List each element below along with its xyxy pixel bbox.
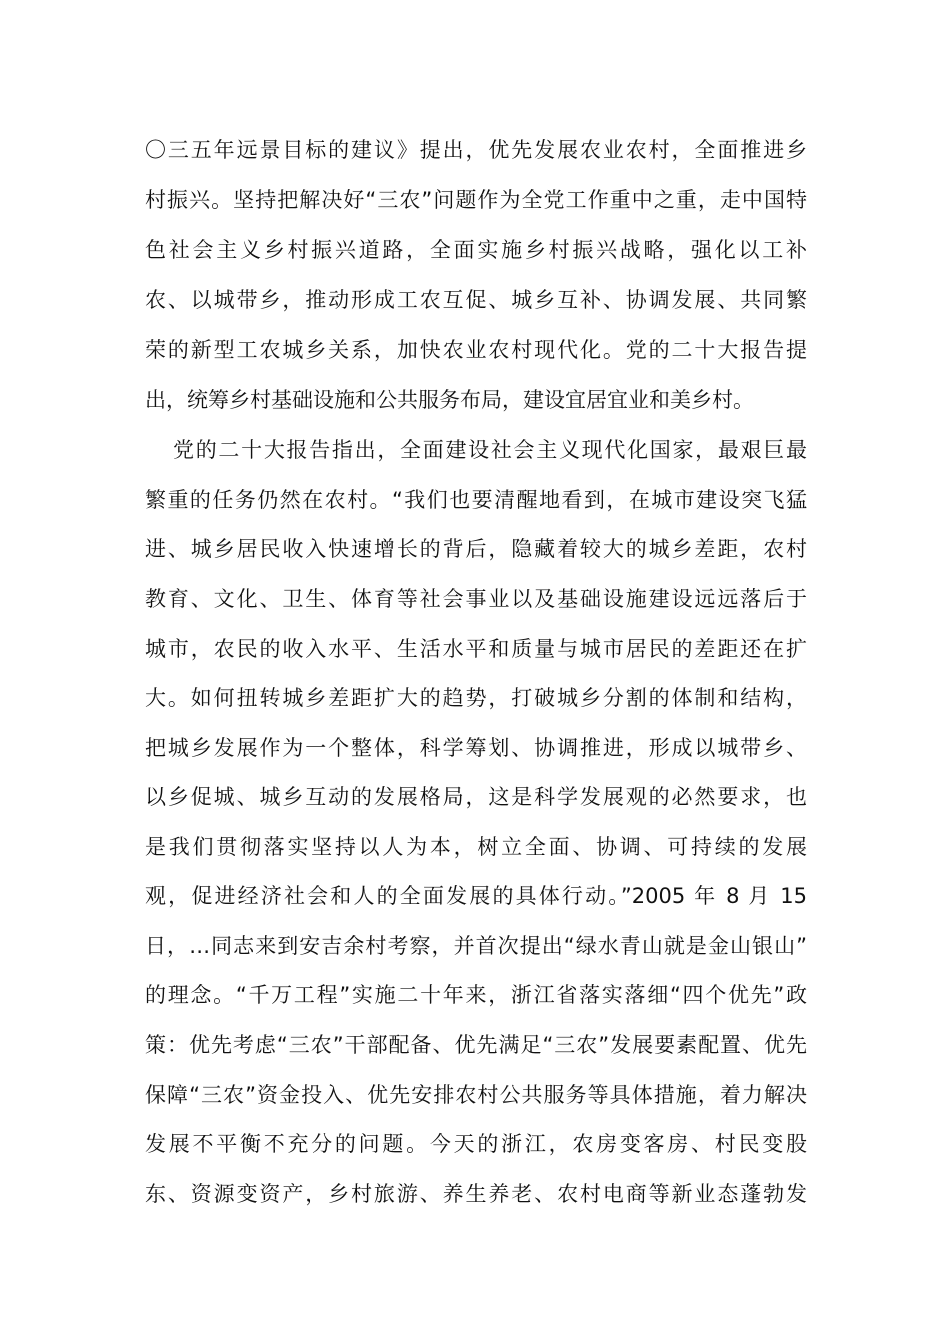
text-line: 大。如何扭转城乡差距扩大的趋势，打破城乡分割的体制和结构，: [145, 686, 807, 710]
text-line: 观，促进经济社会和人的全面发展的具体行动。”2005 年 8 月 15: [145, 884, 807, 908]
text-line: 村振兴。坚持把解决好“三农”问题作为全党工作重中之重，走中国特: [145, 188, 807, 212]
text-line: 荣的新型工农城乡关系，加快农业农村现代化。党的二十大报告提: [145, 338, 807, 362]
text-line: 农、以城带乡，推动形成工农互促、城乡互补、协调发展、共同繁: [145, 288, 807, 312]
text-line: 把城乡发展作为一个整体，科学筹划、协调推进，形成以城带乡、: [145, 736, 807, 760]
text-line: 出，统筹乡村基础设施和公共服务布局，建设宜居宜业和美乡村。: [145, 388, 754, 412]
text-line: 日，…同志来到安吉余村考察，并首次提出“绿水青山就是金山银山”: [145, 934, 807, 958]
text-line: 党的二十大报告指出，全面建设社会主义现代化国家，最艰巨最: [173, 438, 807, 462]
text-line: 是我们贯彻落实坚持以人为本，树立全面、协调、可持续的发展: [145, 835, 807, 859]
text-line: 城市，农民的收入水平、生活水平和质量与城市居民的差距还在扩: [145, 637, 807, 661]
text-line: 〇三五年远景目标的建议》提出，优先发展农业农村，全面推进乡: [145, 138, 807, 162]
text-line: 进、城乡居民收入快速增长的背后，隐藏着较大的城乡差距，农村: [145, 537, 807, 561]
text-line: 发展不平衡不充分的问题。今天的浙江，农房变客房、村民变股: [145, 1132, 807, 1156]
text-line: 以乡促城、城乡互动的发展格局，这是科学发展观的必然要求，也: [145, 785, 807, 809]
text-line: 教育、文化、卫生、体育等社会事业以及基础设施建设远远落后于: [145, 587, 807, 611]
text-line: 色社会主义乡村振兴道路，全面实施乡村振兴战略，强化以工补: [145, 238, 807, 262]
text-line: 东、资源变资产，乡村旅游、养生养老、农村电商等新业态蓬勃发: [145, 1182, 807, 1206]
text-line: 策：优先考虑“三农”干部配备、优先满足“三农”发展要素配置、优先: [145, 1033, 807, 1057]
text-line: 的理念。“千万工程”实施二十年来，浙江省落实落细“四个优先”政: [145, 983, 807, 1007]
text-line: 繁重的任务仍然在农村。“我们也要清醒地看到，在城市建设突飞猛: [145, 488, 807, 512]
text-line: 保障“三农”资金投入、优先安排农村公共服务等具体措施，着力解决: [145, 1083, 807, 1107]
